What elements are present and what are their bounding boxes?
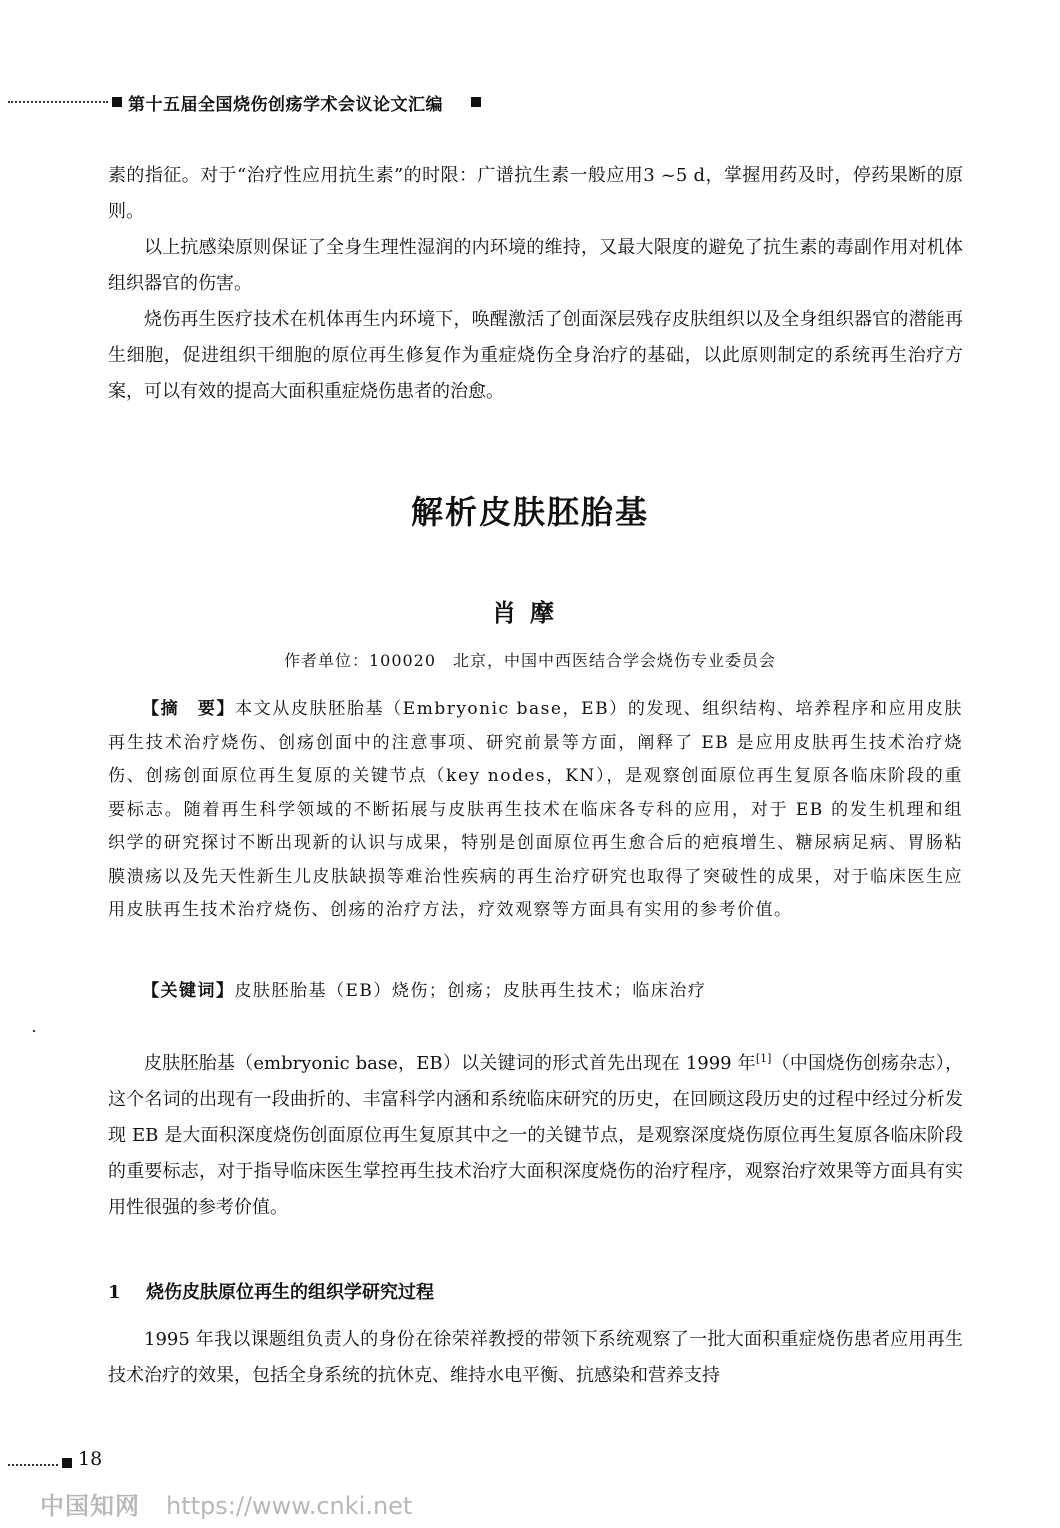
intro-text-before-citation: 皮肤胚胎基（embryonic base，EB）以关键词的形式首先出现在 1999 年: [144, 1053, 756, 1074]
watermark-brand: 中国知网: [40, 1492, 140, 1520]
continuation-paragraph-1: 素的指征。对于“治疗性应用抗生素”的时限：广谱抗生素一般应用3 ~5 d，掌握用药及时，停药果断的原则。: [108, 165, 963, 222]
page-number: 18: [78, 1448, 103, 1470]
continuation-paragraph-2: 以上抗感染原则保证了全身生理性湿润的内环境的维持，又最大限度的避免了抗生素的毒副作用对机体组织器官的伤害。: [108, 237, 963, 294]
running-header: [0, 90, 1060, 114]
citation-marker: [1]: [755, 1052, 772, 1065]
header-dotted-rule: [8, 101, 108, 103]
intro-text-after-citation: （中国烧伤创疡杂志），这个名词的出现有一段曲折的、丰富科学内涵和系统临床研究的历史，在回顾这段历史的过程中经过分析发现 EB 是大面积深度烧伤创面原位再生复原其中之一的关键节点，是观察深度烧伤原位再生复原各临床阶段的重要标志，对于指导临床医生掌控再生技术治疗大面积深度烧伤的治疗程序，观察治疗效果等方面具有实用性很强的参考价值。: [108, 1053, 963, 1218]
continuation-paragraph-3: 烧伤再生医疗技术在机体再生内环境下，唤醒激活了创面深层残存皮肤组织以及全身组织器官的潜能再生细胞，促进组织干细胞的原位再生修复作为重症烧伤全身治疗的基础，以此原则制定的系统再生治疗方案，可以有效的提高大面积重症烧伤患者的治愈。: [108, 309, 963, 402]
abstract: [108, 693, 963, 928]
article-title: 解析皮肤胚胎基: [410, 493, 649, 531]
header-title: 第十五届全国烧伤创疡学术会议论文汇编: [128, 95, 443, 115]
footer-square: [62, 1458, 72, 1468]
header-square-left: [112, 97, 122, 107]
section-heading: [108, 1278, 434, 1304]
article-author: 肖摩: [492, 598, 568, 627]
keywords-label: 【关键词】: [142, 981, 235, 1001]
cnki-watermark: [40, 1486, 412, 1521]
header-square-right: [471, 97, 481, 107]
keywords: [108, 975, 963, 1008]
watermark-url: https://www.cnki.net: [166, 1492, 413, 1520]
footer-dotted-rule: [8, 1464, 58, 1466]
section-number: 1: [108, 1282, 121, 1303]
author-affiliation: 作者单位：100020 北京，中国中西医结合学会烧伤专业委员会: [283, 651, 777, 670]
scan-speck: [33, 1030, 35, 1032]
keywords-text: 皮肤胚胎基（EB）烧伤；创疡；皮肤再生技术；临床治疗: [234, 981, 707, 1001]
intro-paragraph: [108, 1046, 963, 1226]
abstract-label: 【摘 要】: [142, 699, 236, 719]
section-paragraph: 1995 年我以课题组负责人的身份在徐荣祥教授的带领下系统观察了一批大面积重症烧伤患者应用再生技术治疗的效果，包括全身系统的抗休克、维持水电平衡、抗感染和营养支持: [108, 1329, 963, 1386]
section-title: 烧伤皮肤原位再生的组织学研究过程: [146, 1282, 434, 1303]
abstract-text: 本文从皮肤胚胎基（Embryonic base，EB）的发现、组织结构、培养程序和应用皮肤再生技术治疗烧伤、创疡创面中的注意事项、研究前景等方面，阐释了 EB 是应用皮肤再生技术治疗烧伤、创疡创面原位再生复原的关键节点（key nodes，KN），是观察创面原位再生复原各临床阶段的重要标志。随着再生科学领域的不断拓展与皮肤再生技术在临床各专科的应用，对于 EB 的发生机理和组织学的研究探讨不断出现新的认识与成果，特别是创面原位再生愈合后的疤痕增生、糖尿病足病、胃肠粘膜溃疡以及先天性新生儿皮肤缺损等难治性疾病的再生治疗研究也取得了突破性的成果，对于临床医生应用皮肤再生技术治疗烧伤、创疡的治疗方法，疗效观察等方面具有实用的参考价值。: [108, 699, 963, 920]
page-footer: [0, 1448, 300, 1478]
